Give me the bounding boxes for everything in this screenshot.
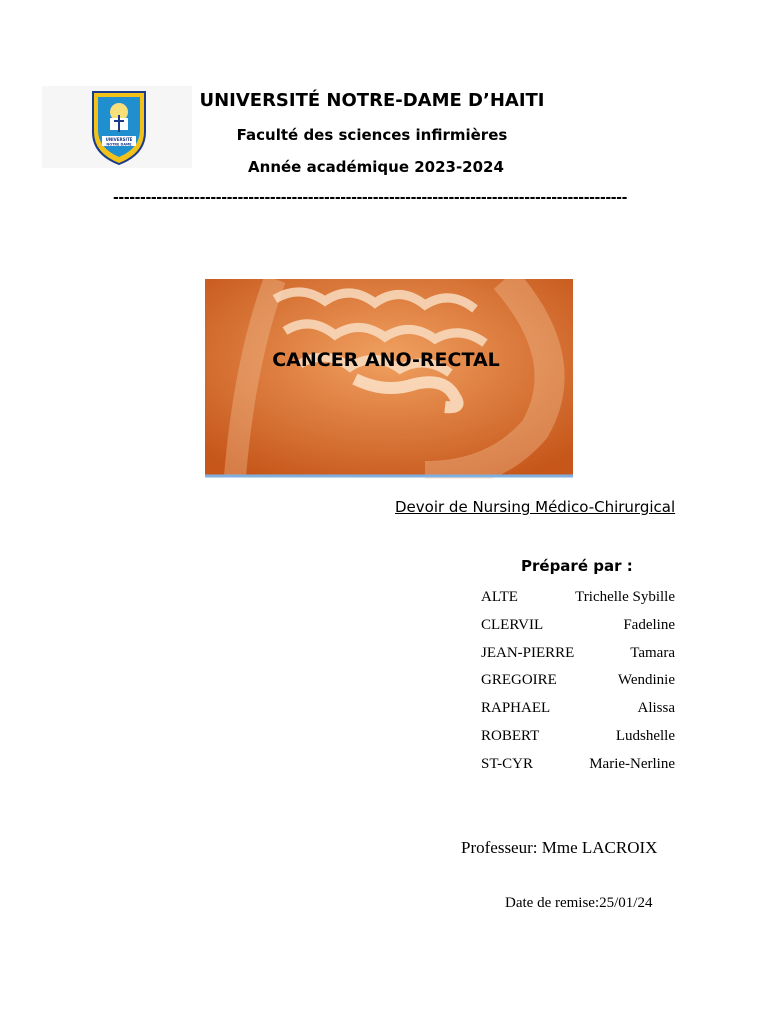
due-date: Date de remise:25/01/24 bbox=[505, 895, 653, 911]
student-row bbox=[481, 587, 675, 615]
student-first-name: Fadeline bbox=[623, 616, 675, 633]
student-last-name: ST-CYR bbox=[481, 755, 533, 772]
student-first-name: Trichelle Sybille bbox=[575, 589, 675, 605]
student-last-name: JEAN-PIERRE bbox=[481, 644, 575, 661]
student-last-name: RAPHAEL bbox=[481, 700, 551, 717]
academic-year: Année académique 2023-2024 bbox=[248, 158, 504, 176]
cover-image bbox=[205, 279, 573, 476]
svg-text:NOTRE DAME: NOTRE DAME bbox=[106, 142, 132, 147]
professor-name: Professeur: Mme LACROIX bbox=[461, 838, 658, 857]
separator-line: ----------------------------------------------------------------------------------------------- bbox=[113, 190, 628, 206]
student-row bbox=[481, 643, 675, 671]
assignment-subject: Devoir de Nursing Médico-Chirurgical bbox=[395, 498, 676, 516]
student-list bbox=[481, 587, 675, 782]
student-first-name: Alissa bbox=[637, 700, 675, 717]
student-row bbox=[481, 615, 675, 643]
student-first-name: Ludshelle bbox=[615, 727, 675, 744]
student-last-name: CLERVIL bbox=[481, 616, 544, 633]
student-row bbox=[481, 670, 675, 698]
student-first-name: Marie-Nerline bbox=[589, 755, 675, 772]
university-name: UNIVERSITÉ NOTRE-DAME D’HAITI bbox=[199, 90, 545, 111]
colon-illustration bbox=[205, 279, 573, 479]
student-last-name: ALTE bbox=[481, 589, 518, 605]
faculty-name: Faculté des sciences infirmières bbox=[236, 126, 508, 144]
prepared-by-label: Préparé par : bbox=[521, 557, 633, 575]
student-last-name: ROBERT bbox=[481, 727, 540, 744]
svg-text:UNIVERSITÉ: UNIVERSITÉ bbox=[105, 137, 133, 142]
student-row bbox=[481, 726, 675, 754]
cover-title: CANCER ANO-RECTAL bbox=[272, 349, 500, 371]
student-row bbox=[481, 698, 675, 726]
student-last-name: GREGOIRE bbox=[481, 672, 557, 689]
student-first-name: Tamara bbox=[630, 644, 675, 661]
student-row bbox=[481, 754, 675, 782]
student-first-name: Wendinie bbox=[617, 672, 675, 689]
